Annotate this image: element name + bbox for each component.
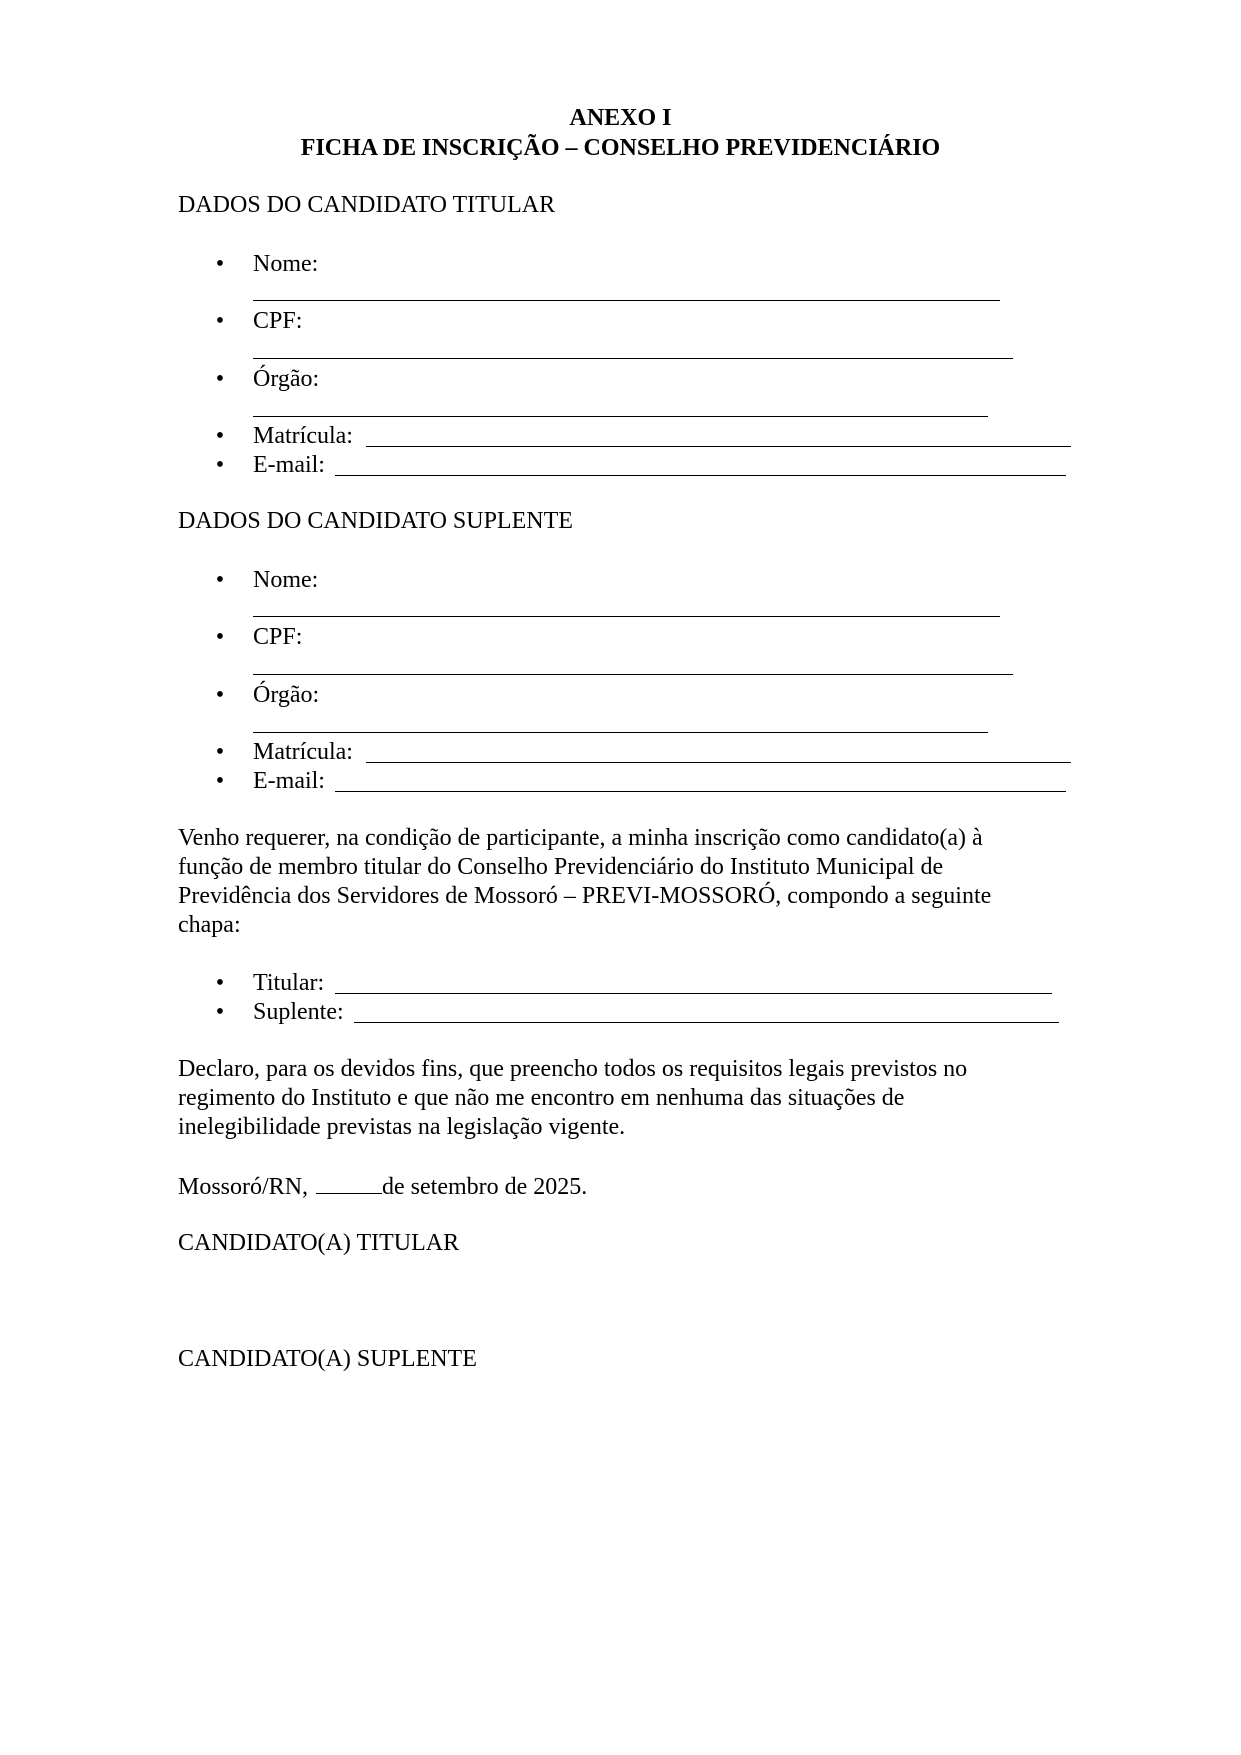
- paragraph-line: regimento do Instituto e que não me encontro em nenhuma das situações de: [178, 1085, 905, 1111]
- email-fill-line[interactable]: [335, 791, 1066, 792]
- bullet-icon: •: [215, 251, 225, 277]
- bullet-icon: •: [215, 999, 225, 1025]
- paragraph-line: Previdência dos Servidores de Mossoró – PREVI-MOSSORÓ, compondo a seguinte: [178, 883, 992, 909]
- field-label: Nome:: [253, 251, 319, 277]
- signature-suplente-label: CANDIDATO(A) SUPLENTE: [178, 1346, 477, 1372]
- paragraph-line: Declaro, para os devidos fins, que preencho todos os requisitos legais previstos no: [178, 1056, 968, 1082]
- field-label: Matrícula:: [253, 739, 353, 765]
- bullet-icon: •: [215, 308, 225, 334]
- date-prefix: Mossoró/RN,: [178, 1174, 309, 1200]
- cpf-fill-line[interactable]: [253, 358, 1013, 359]
- bullet-icon: •: [215, 624, 225, 650]
- field-label: CPF:: [253, 624, 303, 650]
- matricula-fill-line[interactable]: [366, 762, 1071, 763]
- date-line: [178, 1171, 587, 1202]
- orgao-fill-line[interactable]: [253, 732, 988, 733]
- nome-fill-line[interactable]: [253, 616, 1000, 617]
- titular-section-heading: DADOS DO CANDIDATO TITULAR: [178, 192, 556, 218]
- orgao-fill-line[interactable]: [253, 416, 988, 417]
- chapa-titular-fill-line[interactable]: [335, 993, 1052, 994]
- field-label: Órgão:: [253, 682, 320, 708]
- document-title: FICHA DE INSCRIÇÃO – CONSELHO PREVIDENCIÁRIO: [300, 135, 941, 161]
- field-label: Nome:: [253, 567, 319, 593]
- paragraph-line: inelegibilidade previstas na legislação vigente.: [178, 1114, 626, 1140]
- bullet-icon: •: [215, 739, 225, 765]
- bullet-icon: •: [215, 682, 225, 708]
- email-fill-line[interactable]: [335, 475, 1066, 476]
- paragraph-line: Venho requerer, na condição de participante, a minha inscrição como candidato(a) à: [178, 825, 983, 851]
- field-label: Órgão:: [253, 366, 320, 392]
- annex-label: ANEXO I: [569, 105, 672, 131]
- bullet-icon: •: [215, 366, 225, 392]
- field-label: CPF:: [253, 308, 303, 334]
- paragraph-line: função de membro titular do Conselho Previdenciário do Instituto Municipal de: [178, 854, 944, 880]
- signature-titular-label: CANDIDATO(A) TITULAR: [178, 1230, 460, 1256]
- field-label: Suplente:: [253, 999, 344, 1025]
- cpf-fill-line[interactable]: [253, 674, 1013, 675]
- field-label: Titular:: [253, 970, 325, 996]
- field-label: Matrícula:: [253, 423, 353, 449]
- day-fill-line[interactable]: [316, 1171, 382, 1194]
- nome-fill-line[interactable]: [253, 300, 1000, 301]
- request-paragraph: [178, 824, 1078, 940]
- declaration-paragraph: [178, 1055, 1078, 1142]
- bullet-icon: •: [215, 970, 225, 996]
- matricula-fill-line[interactable]: [366, 446, 1071, 447]
- bullet-icon: •: [215, 452, 225, 478]
- date-suffix: de setembro de 2025.: [382, 1174, 588, 1200]
- chapa-suplente-fill-line[interactable]: [354, 1022, 1059, 1023]
- suplente-section-heading: DADOS DO CANDIDATO SUPLENTE: [178, 508, 573, 534]
- bullet-icon: •: [215, 423, 225, 449]
- field-label: E-mail:: [253, 452, 325, 478]
- bullet-icon: •: [215, 768, 225, 794]
- field-label: E-mail:: [253, 768, 325, 794]
- bullet-icon: •: [215, 567, 225, 593]
- paragraph-line: chapa:: [178, 912, 241, 938]
